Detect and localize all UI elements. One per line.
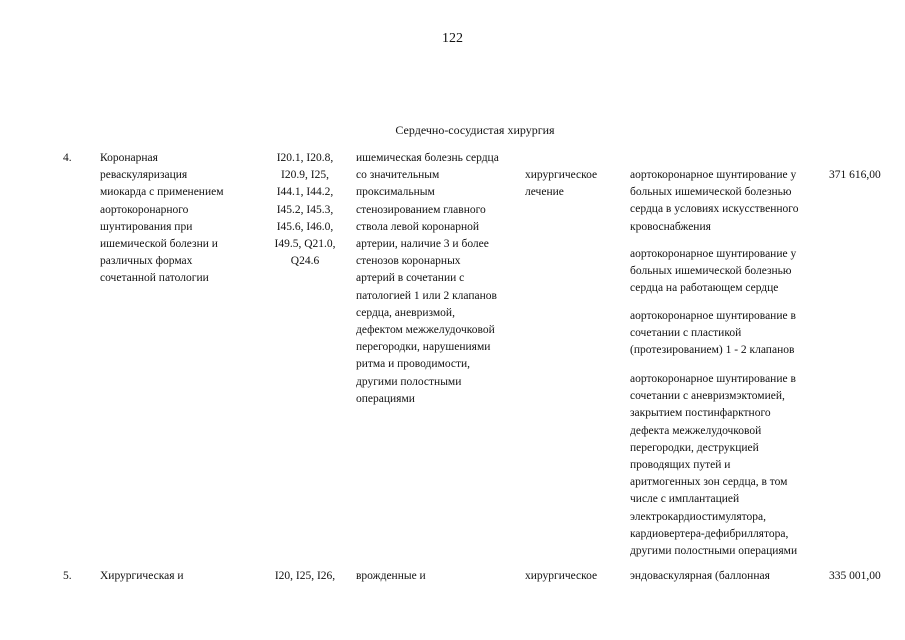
treatment-method-line: аритмогенных зон сердца, в том xyxy=(630,476,788,489)
treatment-method-line: больных ишемической болезнью xyxy=(630,265,792,278)
disease-model-line: дефектом межжелудочковой xyxy=(356,324,495,337)
disease-model-line: сердца, аневризмой, xyxy=(356,306,455,319)
treatment-type xyxy=(525,167,625,201)
treatment-method-line: аортокоронарное шунтирование у xyxy=(630,248,797,260)
disease-model-line: ишемическая болезнь сердца xyxy=(356,152,499,164)
page-number: 122 xyxy=(442,31,463,46)
treatment-method xyxy=(630,308,796,360)
disease-model-line: со значительным xyxy=(356,169,440,182)
service-name-line: аортокоронарного xyxy=(100,203,189,216)
treatment-method-line: сочетании с пластикой xyxy=(630,327,742,340)
treatment-method-line: эндоваскулярная (баллонная xyxy=(630,570,770,582)
icd-codes-line: I44.1, I44.2, xyxy=(276,186,334,199)
icd-codes xyxy=(265,150,345,270)
service-name-line: миокарда с применением xyxy=(100,186,224,199)
treatment-method-line: сердца на работающем сердце xyxy=(630,282,779,295)
price: 371 616,00 xyxy=(829,169,881,181)
treatment-method-line: аортокоронарное шунтирование в xyxy=(630,310,796,322)
treatment-method-line: (протезированием) 1 - 2 клапанов xyxy=(630,344,795,357)
service-name-line: реваскуляризация xyxy=(100,169,188,182)
icd-codes-line: I45.2, I45.3, xyxy=(276,203,334,216)
treatment-method-line: закрытием постинфарктного xyxy=(630,407,771,420)
service-name-line: сочетанной патологии xyxy=(100,272,209,285)
treatment-type-line: лечение xyxy=(525,186,564,199)
service-name-line: различных формах xyxy=(100,255,193,268)
icd-codes xyxy=(265,568,345,585)
disease-model-line: ствола левой коронарной xyxy=(356,220,480,233)
icd-codes-line: I49.5, Q21.0, xyxy=(274,238,336,251)
disease-model-line: проксимальным xyxy=(356,186,435,199)
treatment-method-line: дефекта межжелудочковой xyxy=(630,424,762,437)
disease-model xyxy=(356,568,521,585)
icd-codes-line: I20.1, I20.8, xyxy=(276,152,334,164)
service-name xyxy=(100,568,250,585)
disease-model-line: стенозов коронарных xyxy=(356,255,461,268)
service-name-line: шунтирования при xyxy=(100,220,193,233)
treatment-method-line: перегородки, деструкцией xyxy=(630,441,759,454)
disease-model xyxy=(356,150,521,408)
treatment-method-line: проводящих путей и xyxy=(630,459,731,472)
disease-model-line: артерий в сочетании с xyxy=(356,272,465,285)
treatment-method-line: кровоснабжения xyxy=(630,220,711,233)
treatment-type-line: хирургическое xyxy=(525,169,598,181)
disease-model-line: операциями xyxy=(356,392,415,405)
icd-codes-line: I45.6, I46.0, xyxy=(276,220,334,233)
treatment-method-line: кардиовертера-дефибриллятора, xyxy=(630,527,789,540)
service-name xyxy=(100,150,250,288)
row-number: 4. xyxy=(63,152,72,164)
treatment-method-line: больных ишемической болезнью xyxy=(630,186,792,199)
icd-codes-line: I20.9, I25, xyxy=(281,169,329,182)
treatment-method-line: аортокоронарное шунтирование в xyxy=(630,373,796,385)
treatment-method xyxy=(630,568,770,585)
row-number: 5. xyxy=(63,570,72,582)
disease-model-line: перегородки, нарушениями xyxy=(356,341,491,354)
treatment-method-line: сердца в условиях искусственного xyxy=(630,203,799,216)
service-name-line: Хирургическая и xyxy=(100,570,184,582)
treatment-method xyxy=(630,371,797,560)
icd-codes-line: Q24.6 xyxy=(290,255,320,268)
treatment-type xyxy=(525,568,625,585)
service-name-line: Коронарная xyxy=(100,152,158,164)
price: 335 001,00 xyxy=(829,570,881,582)
treatment-method xyxy=(630,246,796,298)
icd-codes-line: I20, I25, I26, xyxy=(274,570,336,582)
disease-model-line: стенозированием главного xyxy=(356,203,486,216)
treatment-method-line: сочетании с аневризмэктомией, xyxy=(630,390,785,403)
treatment-method-line: аортокоронарное шунтирование у xyxy=(630,169,797,181)
disease-model-line: врожденные и xyxy=(356,570,426,582)
section-heading: Сердечно-сосудистая хирургия xyxy=(395,123,555,137)
disease-model-line: другими полостными xyxy=(356,375,462,388)
treatment-type-line: хирургическое xyxy=(525,570,598,582)
treatment-method-line: электрокардиостимулятора, xyxy=(630,510,767,523)
treatment-method-line: другими полостными операциями xyxy=(630,545,798,558)
service-name-line: ишемической болезни и xyxy=(100,238,218,251)
disease-model-line: ритма и проводимости, xyxy=(356,358,471,371)
treatment-method-line: числе с имплантацией xyxy=(630,493,740,506)
disease-model-line: патологией 1 или 2 клапанов xyxy=(356,289,497,302)
disease-model-line: артерии, наличие 3 и более xyxy=(356,238,489,251)
treatment-method xyxy=(630,167,798,236)
